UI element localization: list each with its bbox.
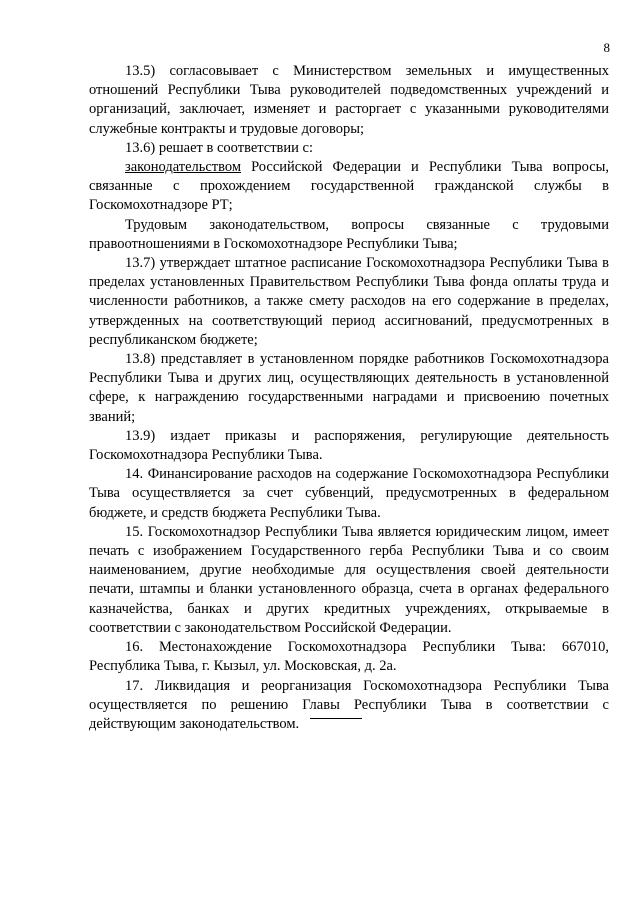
- page-number: 8: [603, 40, 610, 55]
- clause-13-5: 13.5) согласовывает с Министерством земельных и имущественных отношений Республики Тыва руководителей подведомственных учреждений и организаций, заключает, изменяет и расторгает с указанными руководителями служебные контракты и трудовые договоры;: [89, 63, 609, 137]
- clause-13-8: 13.8) представляет в установленном порядке работников Госкомохотнадзора Республики Тыва и других лиц, осуществляющих деятельность в установленной сфере, к награждению государственными наградами и присвоению почетных званий;: [89, 351, 609, 425]
- clause-13-7: 13.7) утверждает штатное расписание Госкомохотнадзора Республики Тыва в пределах установленных Правительством Республики Тыва фонда оплаты труда и численности работников, а также смету расходов на его содержание в пределах, утвержденных на соответствующий период ассигнований, предусмотренных в республиканском бюджете;: [89, 255, 609, 348]
- end-of-document-rule: [310, 718, 362, 719]
- clause-13-6-labor-law: Трудовым законодательством, вопросы связанные с трудовыми правоотношениями в Госкомохотнадзоре Республики Тыва;: [89, 216, 609, 252]
- clause-17: 17. Ликвидация и реорганизация Госкомохотнадзора Республики Тыва осуществляется по решению Главы Республики Тыва в соответствии с действующим законодательством.: [89, 677, 609, 732]
- clause-16: 16. Местонахождение Госкомохотнадзора Республики Тыва: 667010, Республика Тыва, г. Кызыл, ул. Московская, д. 2а.: [89, 639, 609, 675]
- clause-13-9: 13.9) издает приказы и распоряжения, регулирующие деятельность Госкомохотнадзора Республики Тыва.: [89, 427, 609, 464]
- clause-13-6-federal-law-text: Российской Федерации и Республики Тыва вопросы, связанные с прохождением государственной гражданской службы в Госкомохотнадзоре РТ;: [89, 159, 609, 214]
- clause-13-6: 13.6) решает в соответствии с:: [125, 139, 314, 156]
- clause-13-6-federal-law: [89, 158, 609, 216]
- legislation-link[interactable]: законодательством: [125, 159, 242, 176]
- clause-14: 14. Финансирование расходов на содержание Госкомохотнадзора Республики Тыва осуществляется за счет субвенций, предусмотренных в федеральном бюджете, и средств бюджета Республики Тыва.: [89, 466, 609, 521]
- clause-15: 15. Госкомохотнадзор Республики Тыва является юридическим лицом, имеет печать с изображением Государственного герба Республики Тыва и со своим наименованием, другие необходимые для осуществления своей деятельности печати, штампы и бланки установленного образца, счета в органах федерального казначейства, банках и других кредитных учреждениях, открываемые в соответствии с законодательством Российской Федерации.: [89, 523, 609, 636]
- document-body: [89, 62, 609, 734]
